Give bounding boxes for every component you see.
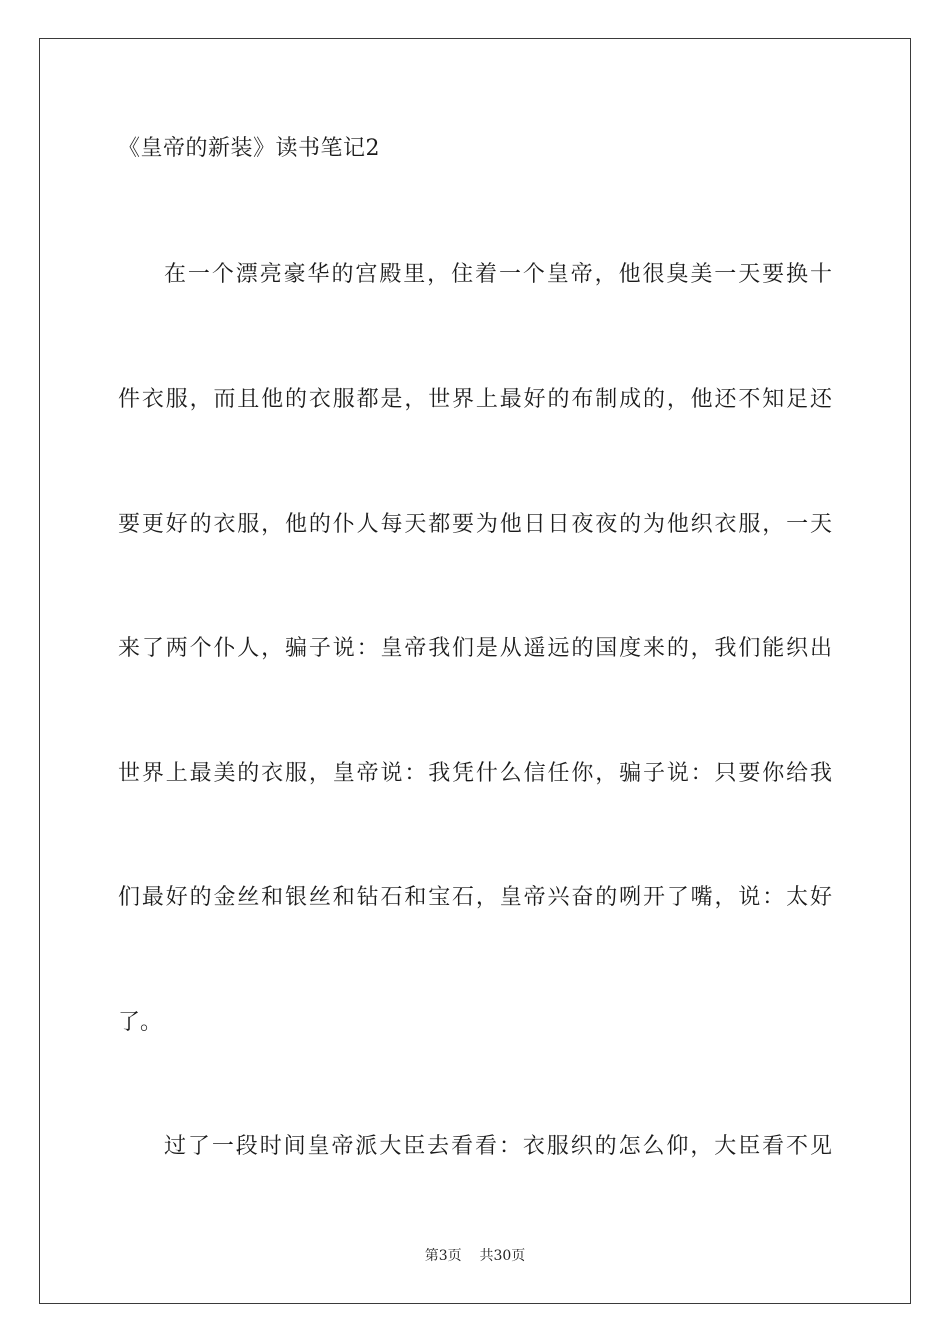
paragraph-line: 件衣服，而且他的衣服都是，世界上最好的布制成的，他还不知足还	[118, 387, 832, 412]
paragraph-line: 世界上最美的衣服，皇帝说：我凭什么信任你，骗子说：只要你给我	[118, 761, 832, 786]
document-title: 《皇帝的新装》读书笔记2	[118, 136, 380, 161]
page-number-footer: 第3页 共30页	[424, 1248, 526, 1264]
paragraph-line: 要更好的衣服，他的仆人每天都要为他日日夜夜的为他织衣服，一天	[118, 512, 832, 537]
paragraph-line: 们最好的金丝和银丝和钻石和宝石，皇帝兴奋的咧开了嘴，说：太好	[118, 885, 832, 910]
paragraph-line: 在一个漂亮豪华的宫殿里，住着一个皇帝，他很臭美一天要换十	[164, 262, 832, 287]
paragraph-line: 来了两个仆人，骗子说：皇帝我们是从遥远的国度来的，我们能织出	[118, 636, 832, 661]
paragraph-line: 了。	[118, 1010, 163, 1035]
page-frame	[39, 38, 911, 1304]
paragraph-line: 过了一段时间皇帝派大臣去看看：衣服织的怎么仰，大臣看不见	[164, 1134, 832, 1159]
